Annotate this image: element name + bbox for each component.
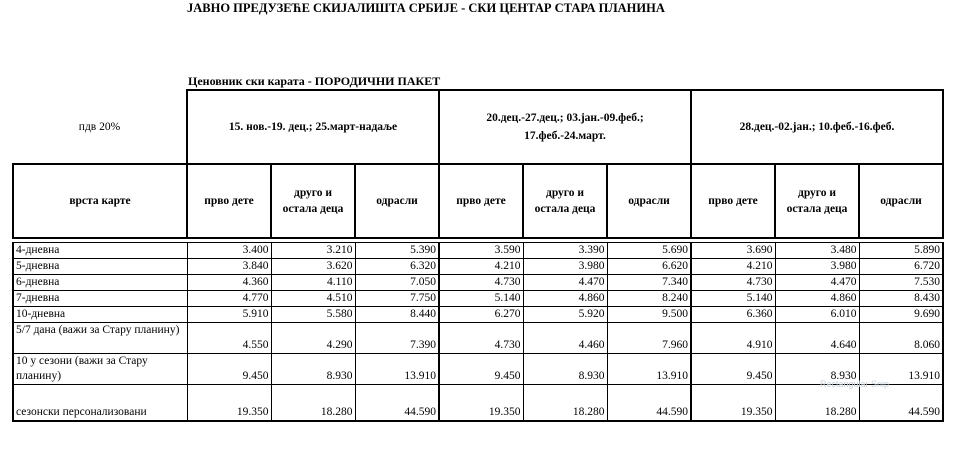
- price-cell: 4.730: [691, 275, 775, 291]
- row-label: 6-дневна: [13, 275, 187, 291]
- price-list-subtitle: Ценовник ски карата - ПОРОДИЧНИ ПАКЕТ: [188, 74, 441, 88]
- price-cell: 9.500: [607, 307, 691, 323]
- table-row: [13, 354, 943, 385]
- table-row: [13, 259, 943, 275]
- col-other-children: [775, 164, 859, 238]
- price-cell: 7.340: [607, 275, 691, 291]
- col-adults: одрасли: [859, 164, 943, 238]
- col-other-children: [523, 164, 607, 238]
- price-cell: 8.930: [523, 354, 607, 385]
- price-cell: 9.450: [439, 354, 523, 385]
- price-cell: 6.620: [607, 259, 691, 275]
- row-label: 5/7 дана (важи за Стару планину): [13, 323, 187, 354]
- price-cell: 5.690: [607, 243, 691, 259]
- price-rows: [13, 243, 943, 422]
- vat-note: пдв 20%: [78, 120, 121, 133]
- document-title: ЈАВНО ПРЕДУЗЕЋЕ СКИЈАЛИШТА СРБИЈЕ - СКИ ЦЕНТАР СТАРА ПЛАНИНА: [187, 1, 665, 15]
- price-cell: 4.110: [271, 275, 355, 291]
- price-cell: 3.480: [775, 243, 859, 259]
- price-cell: 8.440: [355, 307, 439, 323]
- price-cell: 3.980: [523, 259, 607, 275]
- price-cell: 13.910: [355, 354, 439, 385]
- row-label: 7-дневна: [13, 291, 187, 307]
- col-other-line2: остала деца: [534, 203, 596, 215]
- season-2-line1: 20.дец.-27.дец.; 03.јан.-09.феб.;: [486, 112, 644, 124]
- price-cell: 8.240: [607, 291, 691, 307]
- price-cell: 6.270: [439, 307, 523, 323]
- price-cell: 7.750: [355, 291, 439, 307]
- row-label: 4-дневна: [13, 243, 187, 259]
- price-cell: 18.280: [775, 385, 859, 422]
- price-cell: 3.980: [775, 259, 859, 275]
- price-cell: 4.770: [187, 291, 271, 307]
- price-cell: 4.470: [775, 275, 859, 291]
- price-cell: 4.290: [271, 323, 355, 354]
- col-adults: одрасли: [607, 164, 691, 238]
- price-cell: 7.960: [607, 323, 691, 354]
- price-cell: 44.590: [355, 385, 439, 422]
- price-cell: 4.640: [775, 323, 859, 354]
- snip-overlay-label: Rectangular Snip: [820, 379, 890, 389]
- table-row: [13, 323, 943, 354]
- price-cell: 19.350: [439, 385, 523, 422]
- price-cell: 4.510: [271, 291, 355, 307]
- price-cell: 5.890: [859, 243, 943, 259]
- price-cell: 5.910: [187, 307, 271, 323]
- row-label: сезонски персонализовани: [13, 385, 187, 422]
- price-cell: 4.860: [523, 291, 607, 307]
- season-header-1: [187, 90, 439, 164]
- price-cell: 4.730: [439, 323, 523, 354]
- price-cell: 4.360: [187, 275, 271, 291]
- price-cell: 3.590: [439, 243, 523, 259]
- table-row: [13, 385, 943, 422]
- price-cell: 5.580: [271, 307, 355, 323]
- col-first-child: прво дете: [187, 164, 271, 238]
- season-header-3: [691, 90, 943, 164]
- ticket-type-header: врста карте: [13, 164, 187, 238]
- table-row: [13, 275, 943, 291]
- price-cell: 4.460: [523, 323, 607, 354]
- price-cell: 4.550: [187, 323, 271, 354]
- col-first-child: прво дете: [691, 164, 775, 238]
- price-cell: 9.450: [187, 354, 271, 385]
- price-cell: 8.060: [859, 323, 943, 354]
- price-cell: 4.210: [439, 259, 523, 275]
- price-cell: 6.360: [691, 307, 775, 323]
- price-cell: 5.140: [691, 291, 775, 307]
- price-cell: 4.860: [775, 291, 859, 307]
- row-label: 10 у сезони (важи за Стару планину): [13, 354, 187, 385]
- price-cell: 9.690: [859, 307, 943, 323]
- price-cell: 3.840: [187, 259, 271, 275]
- col-first-child: прво дете: [439, 164, 523, 238]
- price-cell: 7.530: [859, 275, 943, 291]
- col-other-line1: друго и: [798, 187, 836, 199]
- table-row: [13, 307, 943, 323]
- price-cell: 4.730: [439, 275, 523, 291]
- price-cell: 4.210: [691, 259, 775, 275]
- price-cell: 8.430: [859, 291, 943, 307]
- price-cell: 9.450: [691, 354, 775, 385]
- price-cell: 8.930: [775, 354, 859, 385]
- col-other-line1: друго и: [546, 187, 584, 199]
- col-other-line2: остала деца: [786, 203, 848, 215]
- table-row: [13, 243, 943, 259]
- price-cell: 3.390: [523, 243, 607, 259]
- price-cell: 3.210: [271, 243, 355, 259]
- price-cell: 6.720: [859, 259, 943, 275]
- col-adults: одрасли: [355, 164, 439, 238]
- row-label: 5-дневна: [13, 259, 187, 275]
- price-cell: 19.350: [187, 385, 271, 422]
- price-cell: 13.910: [607, 354, 691, 385]
- price-cell: 44.590: [607, 385, 691, 422]
- price-cell: 3.690: [691, 243, 775, 259]
- price-cell: 13.910: [859, 354, 943, 385]
- price-cell: 7.050: [355, 275, 439, 291]
- price-cell: 4.470: [523, 275, 607, 291]
- price-cell: 3.400: [187, 243, 271, 259]
- price-cell: 6.320: [355, 259, 439, 275]
- row-label: 10-дневна: [13, 307, 187, 323]
- price-cell: 19.350: [691, 385, 775, 422]
- price-cell: 5.920: [523, 307, 607, 323]
- price-cell: 6.010: [775, 307, 859, 323]
- price-cell: 18.280: [271, 385, 355, 422]
- season-3-line1: 28.дец.-02.јан.; 10.феб.-16.феб.: [739, 121, 895, 133]
- price-cell: 4.910: [691, 323, 775, 354]
- season-1-line1: 15. нов.-19. дец.; 25.март-надаље: [228, 121, 398, 133]
- col-other-line2: остала деца: [282, 203, 344, 215]
- price-cell: 3.620: [271, 259, 355, 275]
- price-cell: 8.930: [271, 354, 355, 385]
- price-cell: 44.590: [859, 385, 943, 422]
- table-row: [13, 291, 943, 307]
- col-other-line1: друго и: [294, 187, 332, 199]
- price-cell: 5.390: [355, 243, 439, 259]
- price-cell: 5.140: [439, 291, 523, 307]
- season-2-line2: 17.феб.-24.март.: [524, 130, 606, 142]
- price-cell: 18.280: [523, 385, 607, 422]
- season-header-2: [439, 90, 691, 164]
- price-cell: 7.390: [355, 323, 439, 354]
- price-table: [12, 89, 944, 422]
- col-other-children: [271, 164, 355, 238]
